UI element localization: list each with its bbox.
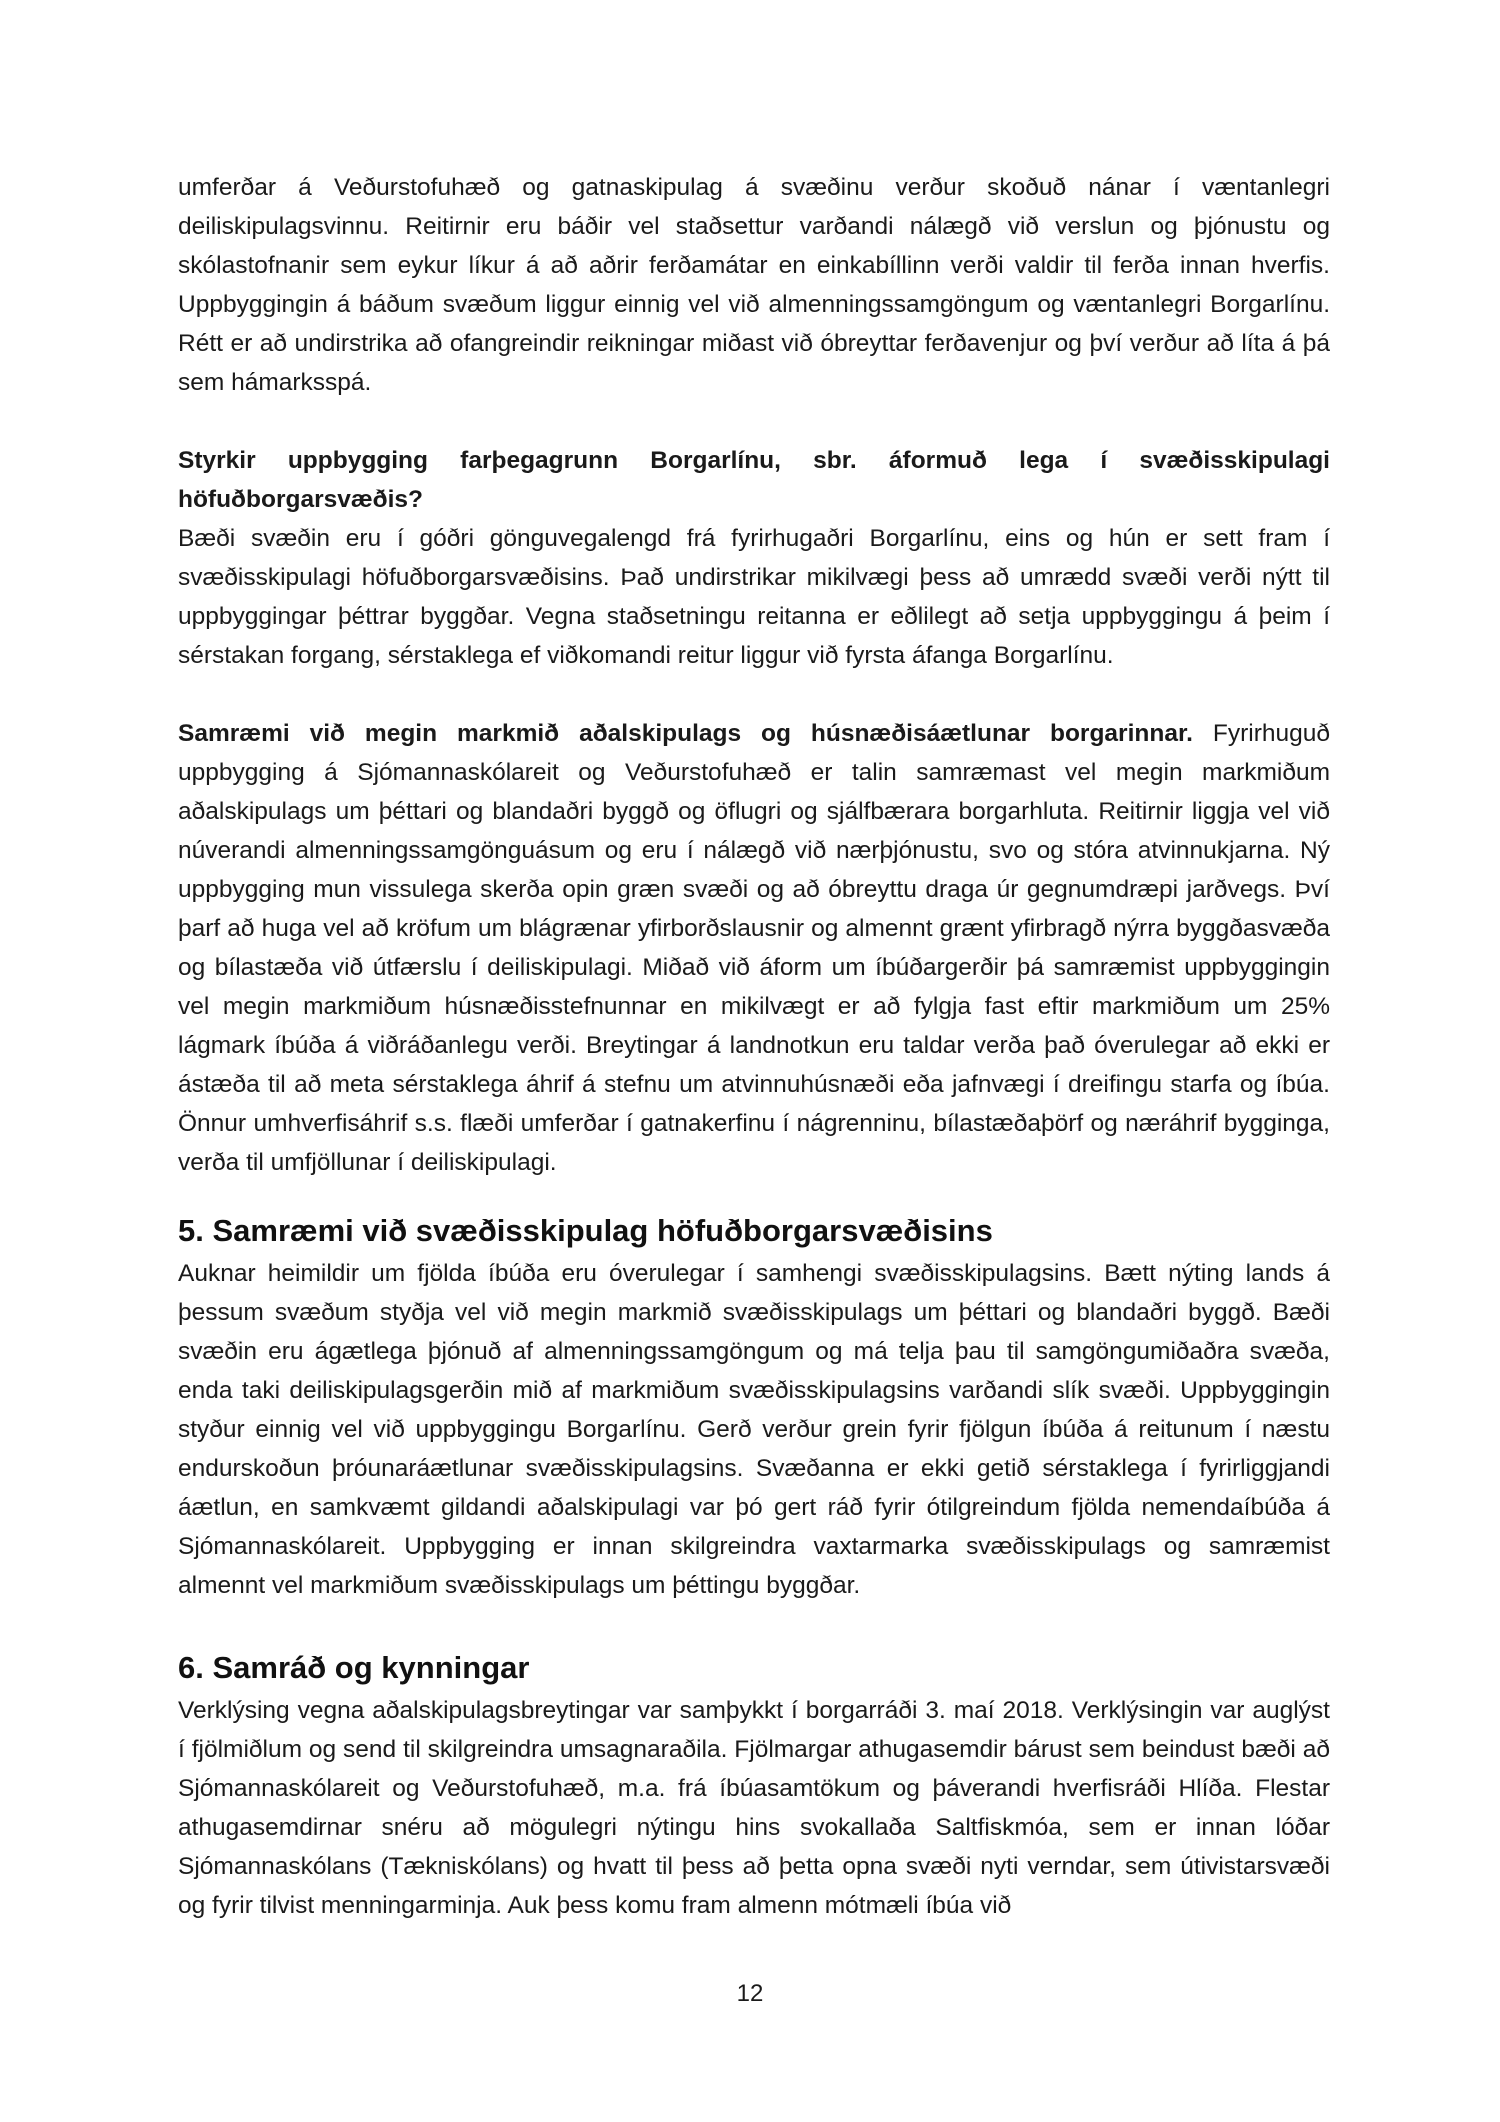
paragraph-borgarlina <box>178 441 1330 675</box>
spacer <box>178 675 1330 714</box>
section-heading-6: 6. Samráð og kynningar <box>178 1650 530 1685</box>
spacer <box>178 402 1330 441</box>
answer-samraemi: Fyrirhuguð uppbygging á Sjómannaskólareit og Veðurstofuhæð er talin samræmast vel megin markmiðum aðalskipulags um þéttari og blandaðri byggð og öflugri og sjálfbærara borgarhluta. Reitirnir liggja vel við núverandi almenningssamgönguásum og eru í nálægð við nærþjónustu, svo og stóra atvinnukjarna. Ný uppbygging mun vissulega skerða opin græn svæði og að óbreyttu draga úr gegnumdræpi jarðvegs. Því þarf að huga vel að kröfum um blágrænar yfirborðslausnir og almennt grænt yfirbragð nýrra byggðasvæða og bílastæða við útfærslu í deiliskipulagi. Miðað við áform um íbúðargerðir þá samræmist uppbyggingin vel megin markmiðum húsnæðisstefnunnar en mikilvægt er að fylgja fast eftir markmiðum um 25% lágmark íbúða á viðráðanlegu verði. Breytingar á landnotkun eru taldar verða það óverulegar að ekki er ástæða til að meta sérstaklega áhrif á stefnu um atvinnuhúsnæði eða jafnvægi í dreifingu starfa og íbúa. Önnur umhverfisáhrif s.s. flæði umferðar í gatnakerfinu í nágrenninu, bílastæðaþörf og næráhrif bygginga, verða til umfjöllunar í deiliskipulagi. <box>178 720 1330 1176</box>
paragraph-traffic: umferðar á Veðurstofuhæð og gatnaskipulag á svæðinu verður skoðuð nánar í væntanlegri deiliskipulagsvinnu. Reitirnir eru báðir vel staðsettur varðandi nálægð við verslun og þjónustu og skólastofnanir sem eykur líkur á að aðrir ferðamátar en einkabíllinn verði valdir til ferða innan hverfis. Uppbyggingin á báðum svæðum liggur einnig vel við almenningssamgöngum og væntanlegri Borgarlínu. Rétt er að undirstrika að ofangreindir reikningar miðast við óbreyttar ferðavenjur og því verður að líta á þá sem hámarksspá. <box>178 174 1330 396</box>
page-number: 12 <box>736 1980 764 2007</box>
section-heading-5: 5. Samræmi við svæðisskipulag höfuðborgarsvæðisins <box>178 1213 993 1248</box>
question-borgarlina: Styrkir uppbygging farþegagrunn Borgarlínu, sbr. áformuð lega í svæðisskipulagi höfuðborgarsvæðis? <box>178 447 1330 513</box>
document-page <box>178 168 1330 1925</box>
paragraph-section-5: Auknar heimildir um fjölda íbúða eru óverulegar í samhengi svæðisskipulagsins. Bætt nýting lands á þessum svæðum styðja vel við megin markmið svæðisskipulags um þéttari og blandaðri byggð. Bæði svæðin eru ágætlega þjónuð af almenningssamgöngum og má telja þau til samgöngumiðaðra svæða, enda taki deiliskipulagsgerðin mið af markmiðum svæðisskipulagsins varðandi slík svæði. Uppbyggingin styður einnig vel við uppbyggingu Borgarlínu. Gerð verður grein fyrir fjölgun íbúða á reitunum í næstu endurskoðun þróunaráætlunar svæðisskipulagsins. Svæðanna er ekki getið sérstaklega í fyrirliggjandi áætlun, en samkvæmt gildandi aðalskipulagi var þó gert ráð fyrir ótilgreindum fjölda nemendaíbúða á Sjómannaskólareit. Uppbygging er innan skilgreindra vaxtarmarka svæðisskipulags og samræmist almennt vel markmiðum svæðisskipulags um þéttingu byggðar. <box>178 1260 1330 1599</box>
question-samraemi: Samræmi við megin markmið aðalskipulags og húsnæðisáætlunar borgarinnar. <box>178 720 1193 747</box>
paragraph-section-6: Verklýsing vegna aðalskipulagsbreytingar var samþykkt í borgarráði 3. maí 2018. Verklýsingin var auglýst í fjölmiðlum og send til skilgreindra umsagnaraðila. Fjölmargar athugasemdir bárust sem beindust bæði að Sjómannaskólareit og Veðurstofuhæð, m.a. frá íbúasamtökum og þáverandi hverfisráði Hlíða. Flestar athugasemdirnar snéru að mögulegri nýtingu hins svokallaða Saltfiskmóa, sem er innan lóðar Sjómannaskólans (Tækniskólans) og hvatt til þess að þetta opna svæði nyti verndar, sem útivistarsvæði og fyrir tilvist menningarminja. Auk þess komu fram almenn mótmæli íbúa við <box>178 1697 1330 1919</box>
paragraph-samraemi <box>178 714 1330 1182</box>
answer-borgarlina: Bæði svæðin eru í góðri gönguvegalengd frá fyrirhugaðri Borgarlínu, eins og hún er sett fram í svæðisskipulagi höfuðborgarsvæðisins. Það undirstrikar mikilvægi þess að umrædd svæði verði nýtt til uppbyggingar þéttrar byggðar. Vegna staðsetningu reitanna er eðlilegt að setja uppbyggingu á þeim í sérstakan forgang, sérstaklega ef viðkomandi reitur liggur við fyrsta áfanga Borgarlínu. <box>178 525 1330 669</box>
